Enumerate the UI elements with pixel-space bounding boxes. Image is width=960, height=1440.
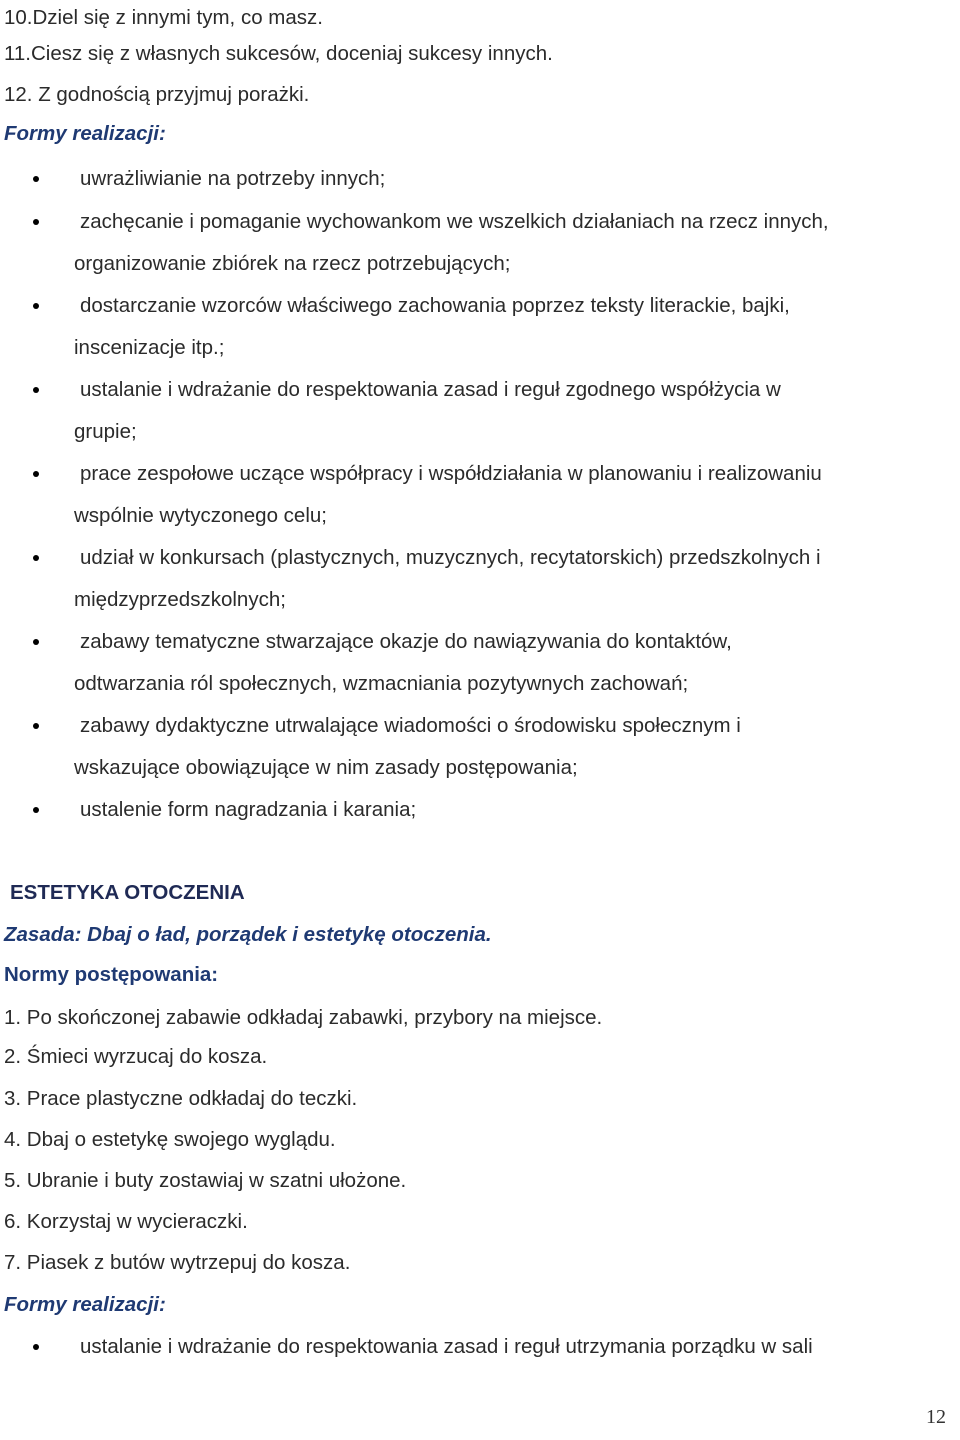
bullet-icon [33, 639, 39, 645]
norm-item: 12. Z godnością przyjmuj porażki. [4, 83, 310, 106]
bullet-icon [33, 387, 39, 393]
list-item-text: ustalenie form nagradzania i karania; [80, 798, 417, 821]
list-item-text: ustalanie i wdrażanie do respektowania zasad i reguł utrzymania porządku w sali [80, 1335, 813, 1358]
list-item-text: odtwarzania ról społecznych, wzmacniania pozytywnych zachowań; [74, 672, 689, 695]
norm-item: 1. Po skończonej zabawie odkładaj zabawki, przybory na miejsce. [4, 1006, 603, 1029]
norm-item: 5. Ubranie i buty zostawiaj w szatni ułożone. [4, 1169, 407, 1192]
section-title: ESTETYKA OTOCZENIA [10, 881, 245, 904]
bullet-icon [33, 723, 39, 729]
norm-item: 2. Śmieci wyrzucaj do kosza. [4, 1045, 268, 1068]
forms-heading: Formy realizacji: [4, 1293, 166, 1316]
bullet-icon [33, 807, 39, 813]
norm-item: 6. Korzystaj w wycieraczki. [4, 1210, 248, 1233]
norm-item: 3. Prace plastyczne odkładaj do teczki. [4, 1087, 358, 1110]
list-item-text: zachęcanie i pomaganie wychowankom we wszelkich działaniach na rzecz innych, [80, 210, 829, 233]
bullet-icon [33, 555, 39, 561]
list-item-text: prace zespołowe uczące współpracy i współdziałania w planowaniu i realizowaniu [80, 462, 822, 485]
norm-item: 10.Dziel się z innymi tym, co masz. [4, 6, 323, 29]
list-item-text: dostarczanie wzorców właściwego zachowania poprzez teksty literackie, bajki, [80, 294, 790, 317]
norms-heading: Normy postępowania: [4, 963, 219, 986]
bullet-icon [33, 219, 39, 225]
principle: Zasada: Dbaj o ład, porządek i estetykę otoczenia. [4, 923, 492, 946]
list-item-text: ustalanie i wdrażanie do respektowania zasad i reguł zgodnego współżycia w [80, 378, 781, 401]
norm-item: 7. Piasek z butów wytrzepuj do kosza. [4, 1251, 351, 1274]
list-item-text: udział w konkursach (plastycznych, muzycznych, recytatorskich) przedszkolnych i [80, 546, 821, 569]
bullet-icon [33, 176, 39, 182]
list-item-text: organizowanie zbiórek na rzecz potrzebujących; [74, 252, 511, 275]
list-item-text: międzyprzedszkolnych; [74, 588, 286, 611]
bullet-icon [33, 1344, 39, 1350]
list-item-text: grupie; [74, 420, 137, 443]
list-item-text: wskazujące obowiązujące w nim zasady postępowania; [74, 756, 578, 779]
list-item-text: zabawy tematyczne stwarzające okazje do nawiązywania do kontaktów, [80, 630, 732, 653]
list-item-text: wspólnie wytyczonego celu; [74, 504, 327, 527]
bullet-icon [33, 303, 39, 309]
page-number: 12 [926, 1406, 946, 1428]
bullet-icon [33, 471, 39, 477]
list-item-text: inscenizacje itp.; [74, 336, 225, 359]
list-item-text: uwrażliwianie na potrzeby innych; [80, 167, 386, 190]
list-item-text: zabawy dydaktyczne utrwalające wiadomości o środowisku społecznym i [80, 714, 741, 737]
forms-heading: Formy realizacji: [4, 122, 166, 145]
norm-item: 4. Dbaj o estetykę swojego wyglądu. [4, 1128, 336, 1151]
norm-item: 11.Ciesz się z własnych sukcesów, doceniaj sukcesy innych. [4, 42, 553, 65]
